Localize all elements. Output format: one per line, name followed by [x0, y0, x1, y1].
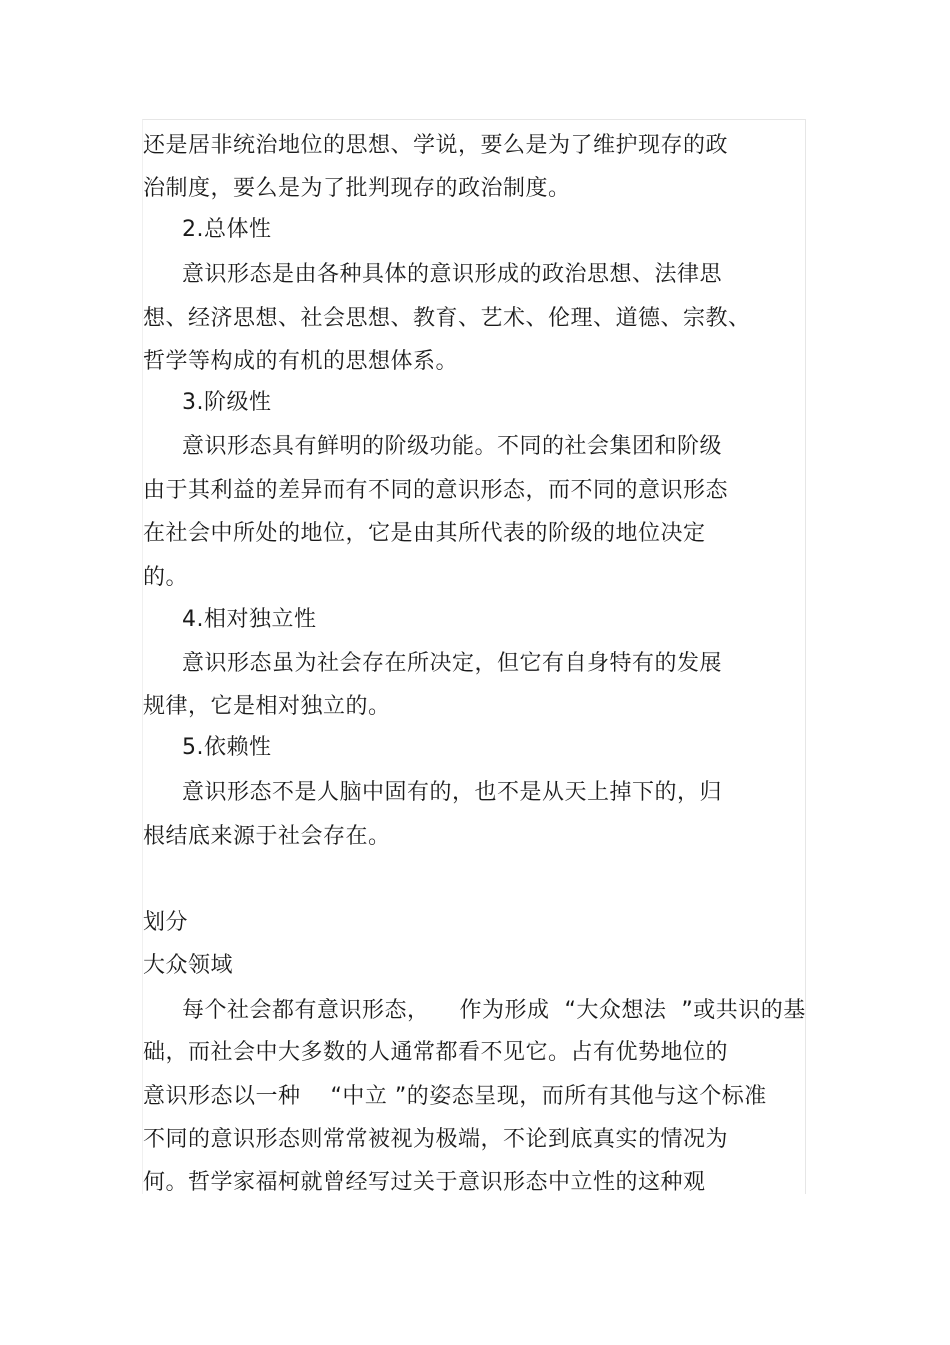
paragraph-line: 意识形态具有鲜明的阶级功能。不同的社会集团和阶级 [182, 434, 723, 459]
section-heading-relative-independence: 4.相对独立性 [182, 607, 317, 632]
paragraph-line: 每个社会都有意识形态， 作为形成 “大众想法 ”或共识的基 [182, 998, 806, 1023]
paragraph-line: 意识形态不是人脑中固有的，也不是从天上掉下的，归 [182, 780, 723, 805]
section-heading-class-nature: 3.阶级性 [182, 390, 272, 415]
paragraph-line: 想、经济思想、社会思想、教育、艺术、伦理、道德、宗教、 [143, 306, 751, 331]
paragraph-line: 意识形态虽为社会存在所决定，但它有自身特有的发展 [182, 651, 723, 676]
subsection-title-public-sphere: 大众领域 [143, 953, 234, 978]
section-heading-totality: 2.总体性 [182, 217, 272, 242]
paragraph-line: 由于其利益的差异而有不同的意识形态，而不同的意识形态 [143, 478, 729, 503]
paragraph-line: 何。哲学家福柯就曾经写过关于意识形态中立性的这种观 [143, 1170, 706, 1195]
section-title-division: 划分 [143, 910, 189, 935]
section-heading-dependence: 5.依赖性 [182, 735, 272, 760]
paragraph-line: 还是居非统治地位的思想、学说，要么是为了维护现存的政 [143, 133, 729, 158]
paragraph-line: 哲学等构成的有机的思想体系。 [143, 349, 459, 374]
paragraph-line: 意识形态以一种 “中立 ”的姿态呈现，而所有其他与这个标准 [143, 1084, 767, 1109]
paragraph-line: 意识形态是由各种具体的意识形成的政治思想、法律思 [182, 262, 723, 287]
paragraph-line: 础，而社会中大多数的人通常都看不见它。占有优势地位的 [143, 1040, 729, 1065]
paragraph-line: 的。 [143, 565, 189, 590]
paragraph-line: 根结底来源于社会存在。 [143, 824, 391, 849]
paragraph-line: 不同的意识形态则常常被视为极端，不论到底真实的情况为 [143, 1127, 729, 1152]
paragraph-line: 在社会中所处的地位，它是由其所代表的阶级的地位决定 [143, 521, 706, 546]
paragraph-line: 治制度，要么是为了批判现存的政治制度。 [143, 176, 571, 201]
paragraph-line: 规律，它是相对独立的。 [143, 694, 391, 719]
